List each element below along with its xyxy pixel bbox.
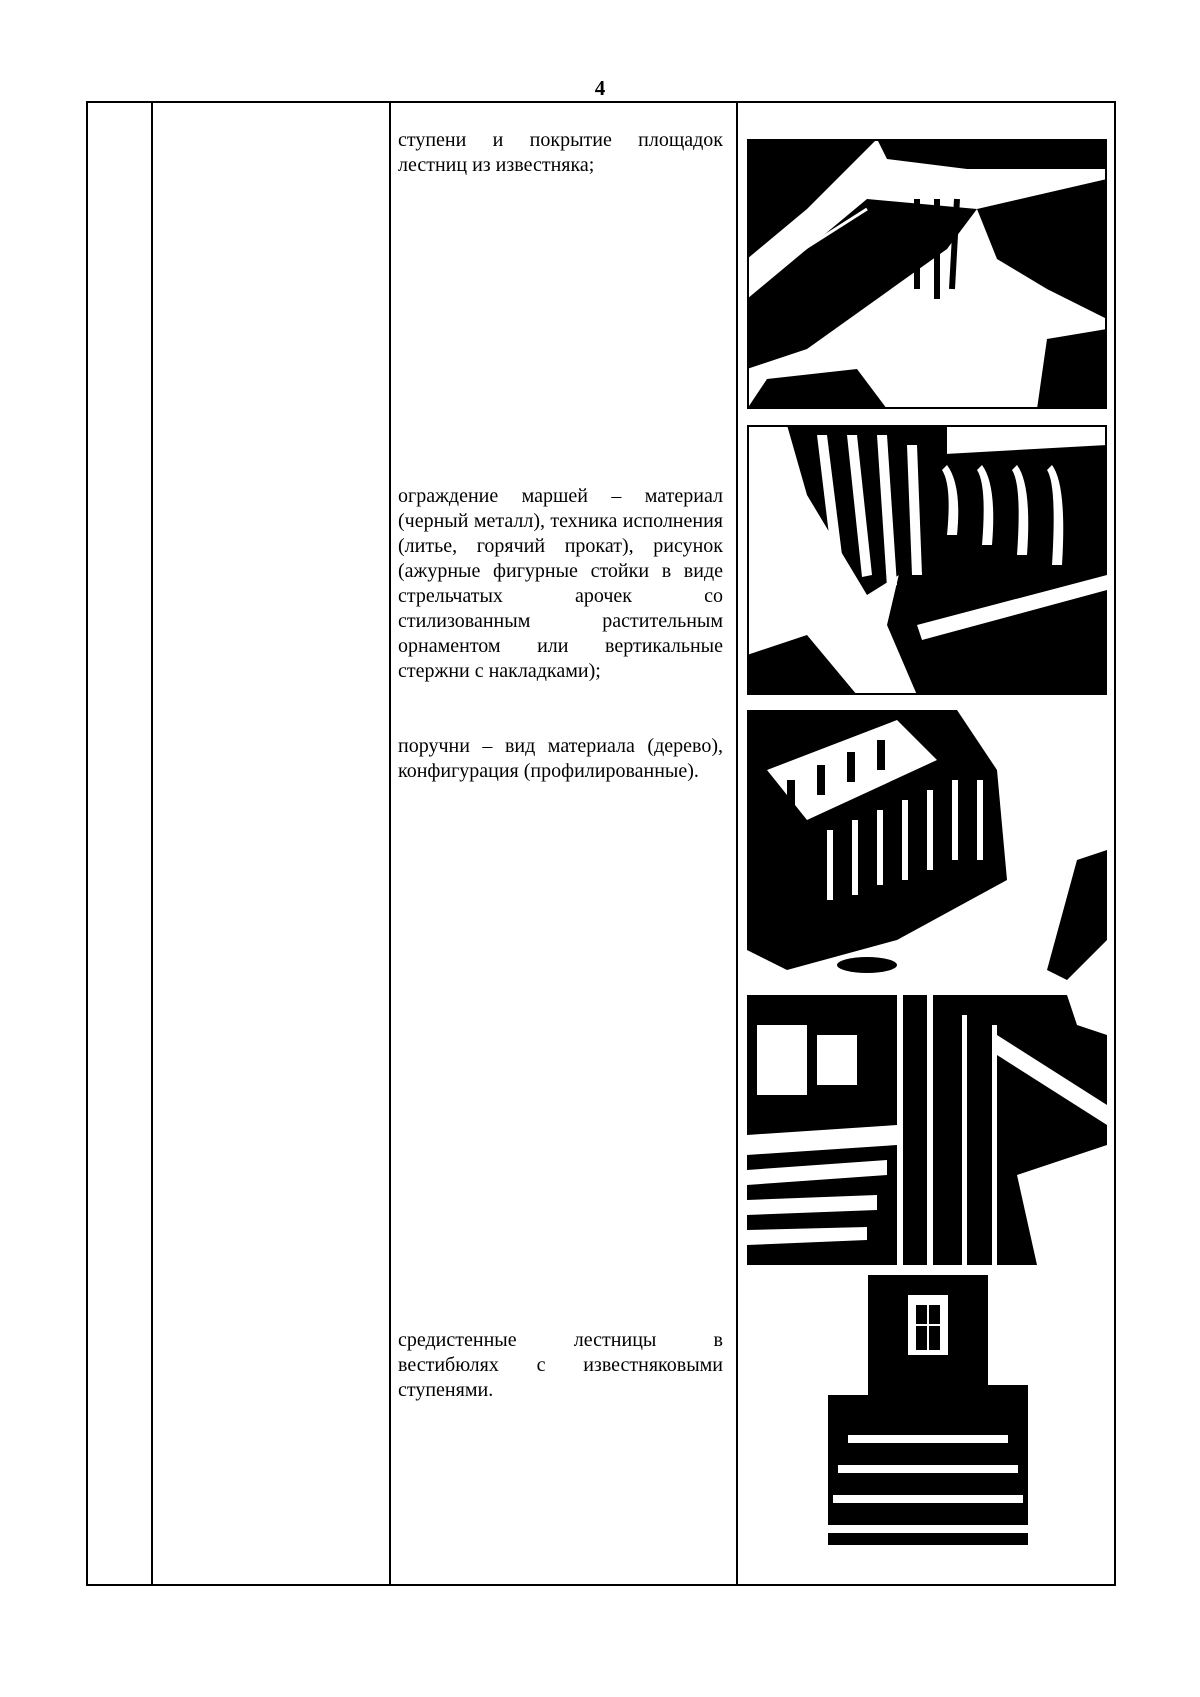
staircase-photo-2 <box>747 425 1107 695</box>
page-number: 4 <box>594 76 606 100</box>
column-divider-3 <box>736 103 738 1584</box>
column-divider-2 <box>389 103 391 1584</box>
railing-description: ограждение маршей – материал (черный металл), техника исполнения (литье, горячий прокат), рисунок (ажурные фигурные стойки в виде стрельчатых арочек со стилизованным растительным орнаментом или вертикальные стержни с накладками); <box>398 485 723 682</box>
steps-description: ступени и покрытие площадок лестниц из известняка; <box>398 129 723 176</box>
handrail-description: поручни – вид материала (дерево), конфигурация (профилированные). <box>398 735 723 782</box>
staircase-photo-3 <box>747 710 1107 980</box>
intrawall-stairs-description: средистенные лестницы в вестибюлях с известняковыми ступенями. <box>398 1329 723 1401</box>
staircase-photo-1 <box>747 139 1107 409</box>
column-divider-1 <box>151 103 153 1584</box>
staircase-photo-5 <box>828 1275 1028 1545</box>
staircase-photo-4 <box>747 995 1107 1265</box>
